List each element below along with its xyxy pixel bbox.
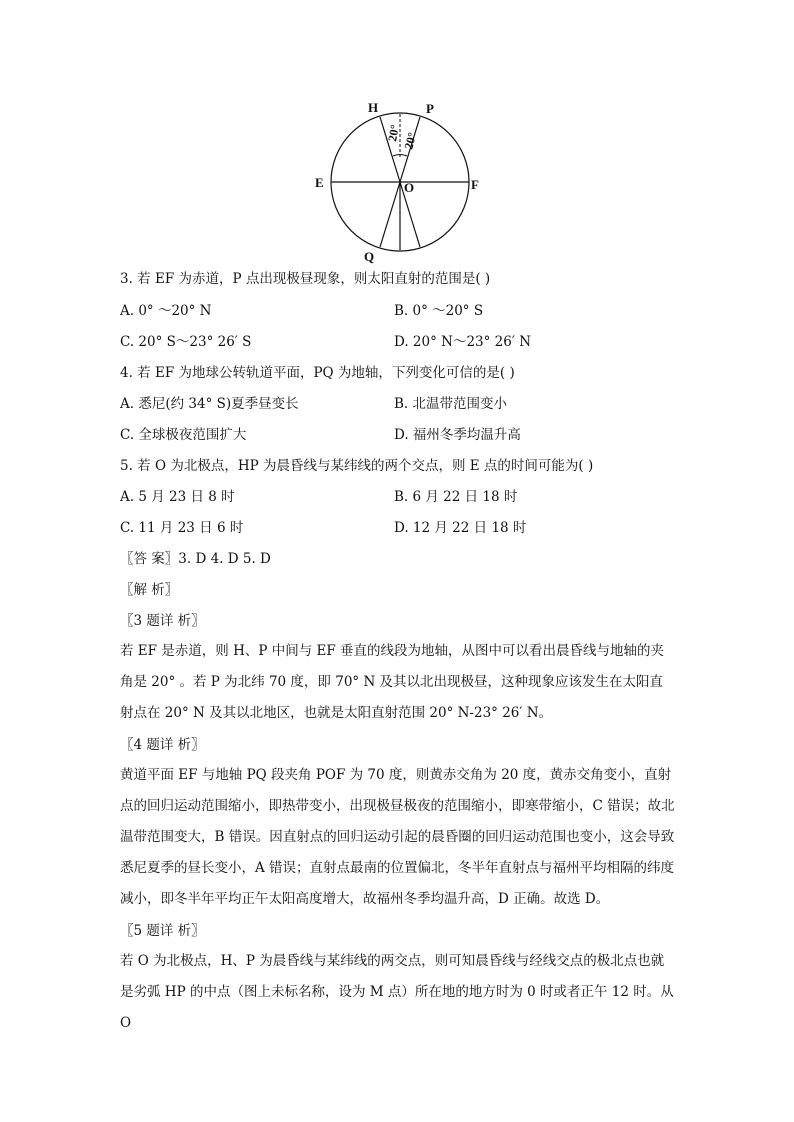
- q5-option-a: A. 5 月 23 日 8 时: [120, 489, 235, 505]
- q3-option-d: D. 20° N～23° 26′ N: [394, 334, 532, 350]
- detail-4-text: 黄道平面 EF 与地轴 PQ 段夹角 POF 为 70 度，则黄赤交角为 20 度，黄赤交角变小，直射点的回归运动范围缩小，即热带变小，出现极昼极夜的范围缩小，即寒带缩小，C 错误；故北温带范围变大，B 错误。因直射点的回归运动引起的晨昏圈的回归运动范围也变小，这会导致悉尼夏季的昼长变小，A 错误；直射点最南的位置偏北，冬半年直射点与福州平均相隔的纬度减小，即冬半年平均正午太阳高度增大，故福州冬季均温升高，D 正确。故选 D。: [120, 767, 675, 907]
- label-o: O: [404, 180, 415, 195]
- q3-option-a: A. 0° ～20° N: [120, 303, 212, 319]
- detail-4-header: 〖4 题详 析〗: [120, 737, 205, 753]
- label-q: Q: [364, 249, 375, 264]
- q4-option-b: B. 北温带范围变小: [394, 396, 508, 412]
- angle-label-right: 20°: [401, 130, 420, 151]
- q5-stem: 5. 若 O 为北极点，HP 为晨昏线与某纬线的两个交点，则 E 点的时间可能为( ): [120, 458, 594, 474]
- answer-line: 〖答 案〗3. D 4. D 5. D: [120, 551, 271, 567]
- label-h: H: [368, 100, 379, 115]
- label-p: P: [426, 101, 434, 116]
- globe-diagram-svg: [300, 96, 500, 266]
- globe-diagram: [300, 96, 500, 266]
- detail-3-text: 若 EF 是赤道，则 H、P 中间与 EF 垂直的线段为地轴，从图中可以看出晨昏线与地轴的夹角是 20° 。若 P 为北纬 70 度，即 70° N 及其以北出现极昼，这种现象应该发生在太阳直射点在 20° N 及其以北地区，也就是太阳直射范围 20° N-23° 26′ N。: [120, 643, 665, 721]
- q4-stem: 4. 若 EF 为地球公转轨道平面，PQ 为地轴，下列变化可信的是( ): [120, 365, 515, 381]
- oq-line: [380, 182, 400, 247]
- label-e: E: [315, 175, 324, 190]
- q4-option-a: A. 悉尼(约 34° S)夏季昼变长: [120, 396, 299, 412]
- detail-5-header: 〖5 题详 析〗: [120, 923, 205, 939]
- q5-option-c: C. 11 月 23 日 6 时: [120, 520, 244, 536]
- q5-option-d: D. 12 月 22 日 18 时: [394, 520, 527, 536]
- q3-option-c: C. 20° S～23° 26′ S: [120, 334, 252, 350]
- q4-option-c: C. 全球极夜范围扩大: [120, 427, 247, 443]
- label-f: F: [471, 177, 479, 192]
- q4-option-d: D. 福州冬季均温升高: [394, 427, 521, 443]
- q3-stem: 3. 若 EF 为赤道，P 点出现极昼现象，则太阳直射的范围是( ): [120, 271, 491, 287]
- q3-option-b: B. 0° ～20° S: [394, 303, 484, 319]
- q5-option-b: B. 6 月 22 日 18 时: [394, 489, 518, 505]
- detail-3-header: 〖3 题详 析〗: [120, 613, 205, 629]
- analysis-header: 〖解 析〗: [120, 582, 179, 598]
- angle-label-left: 20°: [385, 123, 402, 143]
- detail-5-text: 若 O 为北极点，H、P 为晨昏线与某纬线的两交点，则可知晨昏线与经线交点的极北点也就是劣弧 HP 的中点（图上未标名称，设为 M 点）所在地的地方时为 0 时或者正午 12 时。从 O: [120, 953, 674, 1031]
